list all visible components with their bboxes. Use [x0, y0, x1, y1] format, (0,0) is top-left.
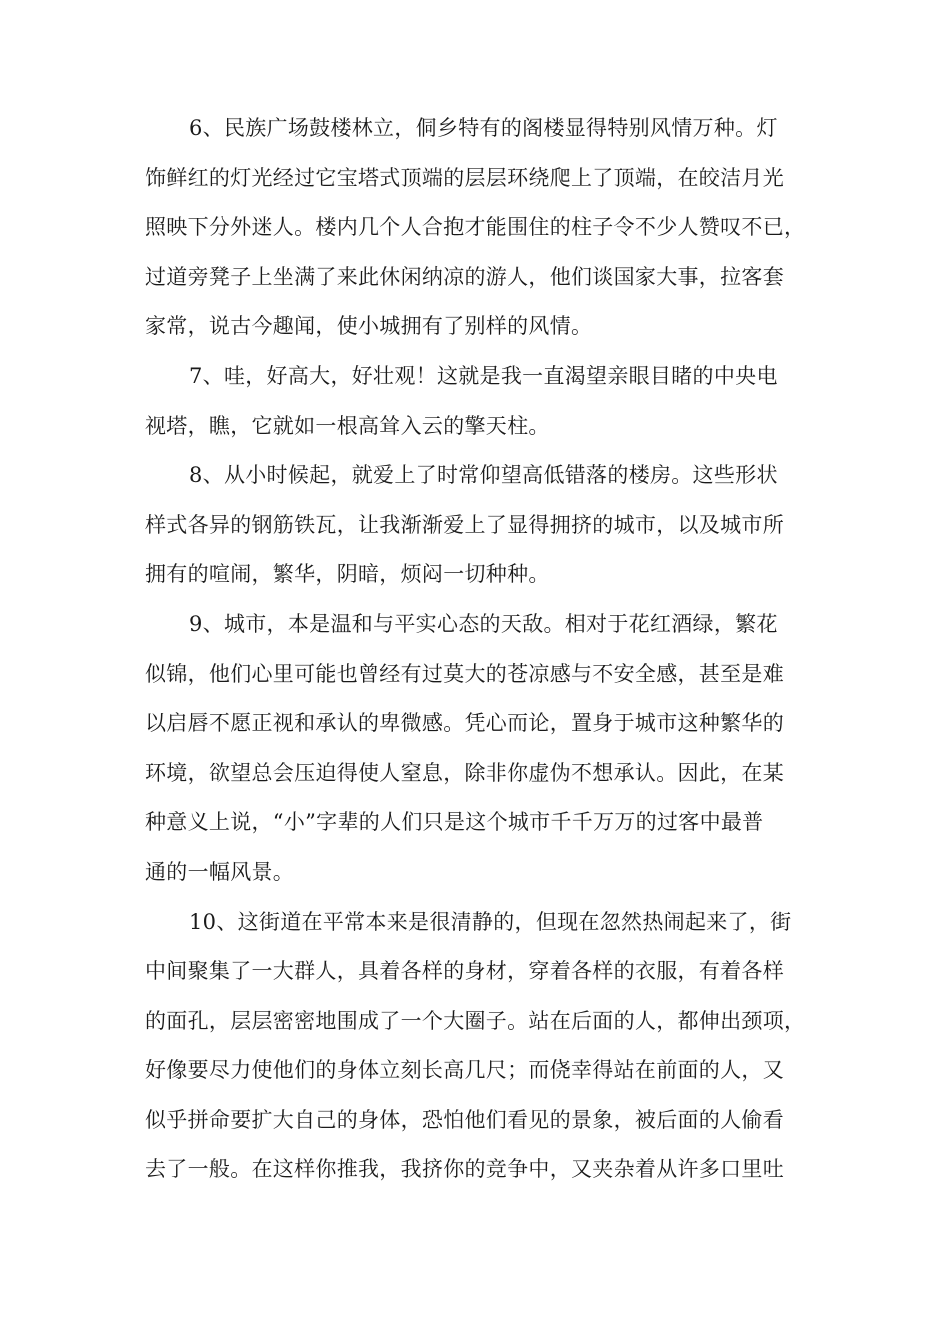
text-line: 视塔，瞧，它就如一根高耸入云的擎天柱。: [145, 413, 550, 438]
text-line: 环境，欲望总会压迫得使人窒息，除非你虚伪不想承认。因此，在某: [145, 760, 784, 785]
text-line: 中间聚集了一大群人，具着各样的身材，穿着各样的衣服，有着各样: [145, 959, 784, 984]
text-line: 9、城市，本是温和与平实心态的天敌。相对于花红酒绿，繁花: [189, 611, 778, 636]
text-line: 样式各异的钢筋铁瓦，让我渐渐爱上了显得拥挤的城市，以及城市所: [145, 512, 784, 537]
text-line: 种意义上说，“小”字辈的人们只是这个城市千千万万的过客中最普: [145, 810, 764, 835]
text-line: 以启唇不愿正视和承认的卑微感。凭心而论，置身于城市这种繁华的: [145, 711, 784, 736]
text-line: 6、民族广场鼓楼林立，侗乡特有的阁楼显得特别风情万种。灯: [189, 116, 778, 140]
text-line: 似乎拼命要扩大自己的身体，恐怕他们看见的景象，被后面的人偷看: [145, 1107, 784, 1132]
paragraph-8: [145, 451, 810, 600]
text-line: 8、从小时候起，就爱上了时常仰望高低错落的楼房。这些形状: [189, 463, 778, 488]
text-line: 10、这街道在平常本来是很清静的，但现在忽然热闹起来了，街: [189, 909, 792, 934]
text-line: 去了一般。在这样你推我，我挤你的竞争中，又夹杂着从许多口里吐: [145, 1157, 784, 1182]
paragraph-6: [145, 104, 810, 352]
paragraph-7: [145, 352, 810, 451]
text-line: 7、哇，好高大，好壮观！这就是我一直渴望亲眼目睹的中央电: [189, 363, 778, 388]
text-line: 照映下分外迷人。楼内几个人合抱才能围住的柱子令不少人赞叹不已，: [145, 215, 806, 240]
document-body: [145, 104, 810, 1195]
paragraph-10: [145, 898, 810, 1196]
text-line: 的面孔，层层密密地围成了一个大圈子。站在后面的人，都伸出颈项，: [145, 1008, 806, 1033]
text-line: 似锦，他们心里可能也曾经有过莫大的苍凉感与不安全感，甚至是难: [145, 661, 784, 686]
paragraph-9: [145, 600, 810, 898]
text-line: 过道旁凳子上坐满了来此休闲纳凉的游人，他们谈国家大事，拉客套: [145, 264, 784, 289]
text-line: 家常，说古今趣闻，使小城拥有了别样的风情。: [145, 314, 593, 339]
text-line: 好像要尽力使他们的身体立刻长高几尺；而侥幸得站在前面的人，又: [145, 1058, 784, 1083]
text-line: 拥有的喧闹，繁华，阴暗，烦闷一切种种。: [145, 562, 550, 587]
text-line: 饰鲜红的灯光经过它宝塔式顶端的层层环绕爬上了顶端，在皎洁月光: [145, 165, 784, 190]
text-line: 通的一幅风景。: [145, 859, 295, 884]
